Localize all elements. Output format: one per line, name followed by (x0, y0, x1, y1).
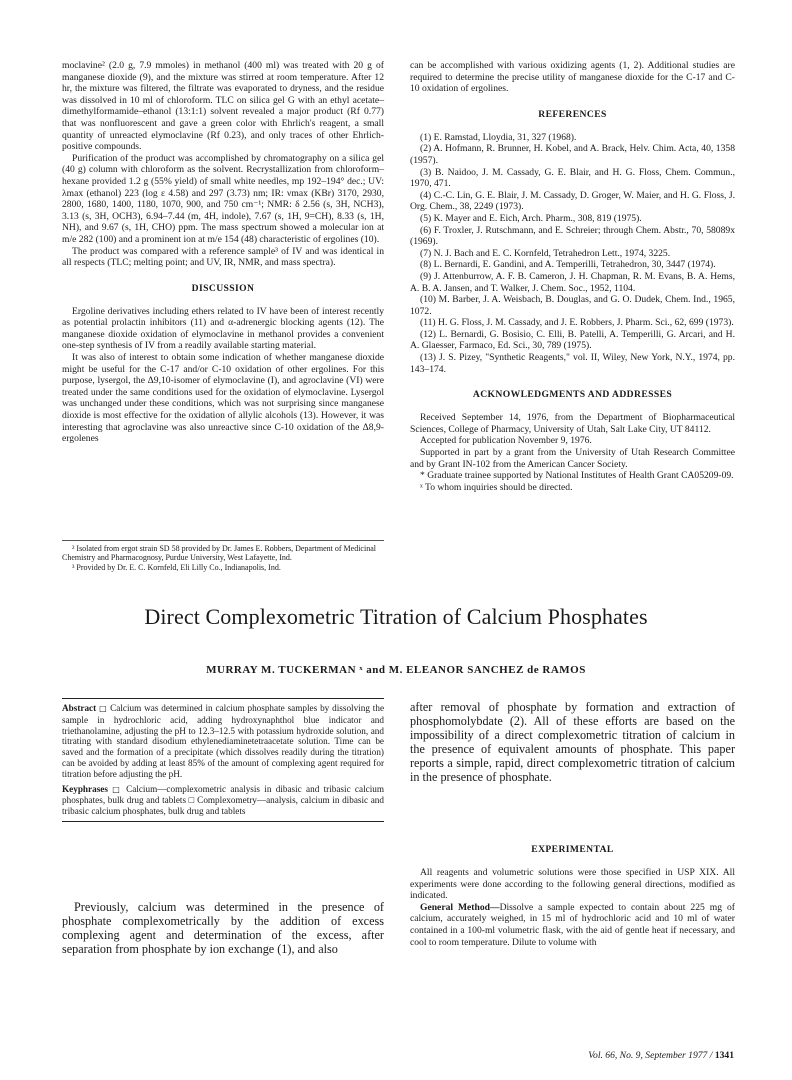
reference-item: (4) C.-C. Lin, G. E. Blair, J. M. Cassady, D. Groger, W. Maier, and H. G. Floss, J. Org. Chem., 38, 2249 (1973). (410, 189, 735, 213)
paragraph: Purification of the product was accomplished by chromatography on a silica gel (40 g) column with chloroform as the solvent. Recrystallization from chloroform–hexane provided 1.2 g (55% yield) of small white needles, mp 192–194° dec.; UV: λmax (ethanol) 223 (log ε 4.58) and 297 (3.73) nm; IR: νmax (KBr) 3170, 2930, 2800, 1680, 1400, 1180, 1070, 900, and 750 cm⁻¹; NMR: δ 2.56 (s, 3H, NCH3), 3.13 (s, 3H, OCH3), 6.94–7.44 (m, 4H, indole), 7.67 (s, 1H, 9=CH), 8.33 (s, 1H, NH), and 9.67 (s, 1H, CHO) ppm. The mass spectrum showed a molecular ion at m/e 282 (100) and a prominent ion at m/e 154 (48) characteristic of ergolines (10). (62, 152, 384, 245)
box-icon: □ (99, 704, 108, 713)
paragraph (410, 902, 735, 948)
abstract-box (62, 698, 384, 822)
section-heading-references: REFERENCES (538, 108, 607, 120)
keyphrases-text: Calcium—complexometric analysis in dibasic and tribasic calcium phosphates, bulk drug and tablets □ Complexometry—analysis, calcium in dibasic and tribasic calcium phosphates, bulk drug and tablets (62, 783, 385, 817)
section-heading-experimental: EXPERIMENTAL (531, 844, 614, 855)
page-footer (588, 1050, 734, 1061)
abstract-label: Abstract (62, 703, 97, 713)
abstract-text: Calcium was determined in calcium phosphate samples by dissolving the sample in hydrochloric acid, adding hydroxynaphthol blue indicator and triethanolamine, adjusting the pH to 12.3–12.5 with potassium hydroxide solution, and titrating with standard disodium ethylenediaminetetraacetate solution. Time can be saved and the formation of a precipitate (which dissolves readily during the titration) can be avoided by adding at least 85% of the amount of complexing agent required for titration before adjusting the pH. (62, 703, 385, 779)
footnote: ³ Provided by Dr. E. C. Kornfeld, Eli Lilly Co., Indianapolis, Ind. (72, 562, 281, 572)
intro-paragraph: Previously, calcium was determined in the presence of phosphate complexometrically by the addition of excess complexing agent and determination of the excess, after separation from phosphate by ion exchange (1), and also (62, 900, 384, 956)
keyphrases (62, 784, 384, 817)
reference-item: (6) F. Troxler, J. Rutschmann, and E. Schreier; through Chem. Abstr., 70, 58089x (1969). (410, 224, 735, 248)
footnotes (62, 540, 384, 572)
keyphrases-label: Keyphrases (62, 783, 108, 794)
intro-left (62, 900, 384, 956)
reference-item: (3) B. Naidoo, J. M. Cassady, G. E. Blair, and H. G. Floss, Chem. Commun., 1970, 471. (410, 166, 735, 190)
paragraph: Ergoline derivatives including ethers related to IV have been of interest recently as potential prolactin inhibitors (11) and α-adrenergic blocking agents (12). The manganese dioxide oxidation of elymoclavine in methanol provides a convenient one-step synthesis of IV from a readily available starting material. (62, 305, 384, 352)
article-authors: MURRAY M. TUCKERMAN ˣ and M. ELEANOR SANCHEZ de RAMOS (206, 664, 586, 676)
reference-item: (11) H. G. Floss, J. M. Cassady, and J. E. Robbers, J. Pharm. Sci., 62, 699 (1973). (420, 317, 734, 329)
experimental-section (410, 830, 735, 948)
reference-item: (10) M. Barber, J. A. Weisbach, B. Douglas, and G. O. Dudek, Chem. Ind., 1965, 1072. (410, 294, 735, 317)
paragraph: moclavine² (2.0 g, 7.9 mmoles) in methanol (400 ml) was treated with 20 g of manganese dioxide (9), and the mixture was stirred at room temperature. After 12 hr, the mixture was filtered, the filtrate was evaporated to dryness, and the residue was dissolved in 10 ml of chloroform. TLC on silica gel G with an ethyl acetate–dimethylformamide–ethanol (13:1:1) solvent revealed a major product (Rf 0.77) that was nonfluorescent and gave a green color with Ehrlich's reagent, a small quantity of unreacted elymoclavine (Rf 0.23), and only traces of other Ehrlich-positive compounds. (62, 60, 384, 153)
ack-paragraph: ˣ To whom inquiries should be directed. (420, 481, 573, 493)
method-label: General Method— (420, 901, 500, 913)
box-icon: □ (112, 784, 122, 794)
right-column (410, 60, 735, 493)
paragraph: It was also of interest to obtain some indication of whether manganese dioxide might be useful for the C-17 and/or C-10 oxidation of other ergolines. For this purpose, lysergol, the Δ9,10-isomer of elymoclavine (I), and agroclavine (VI) were treated under the same conditions used for the oxidation of elymoclavine. Lysergol was unchanged under these conditions, which was not surprising since manganese dioxide is most effective for the oxidation of allylic alcohols (13). However, it was interesting that agroclavine was also unreactive since C-10 oxidation of the Δ8,9-ergolenes (62, 352, 384, 445)
reference-item: (9) J. Attenburrow, A. F. B. Cameron, J. H. Chapman, R. M. Evans, B. A. Hems, A. B. A. Jansen, and T. Walker, J. Chem. Soc., 1952, 1104. (410, 270, 735, 294)
section-heading-discussion: DISCUSSION (191, 282, 255, 294)
article-title: Direct Complexometric Titration of Calcium Phosphates (144, 604, 648, 629)
reference-item: (2) A. Hofmann, R. Brunner, H. Kobel, and A. Brack, Helv. Chim. Acta, 40, 1358 (1957). (410, 143, 735, 166)
intro-right (410, 700, 735, 784)
reference-item: (8) L. Bernardi, E. Gandini, and A. Temperilli, Tetrahedron, 30, 3447 (1974). (420, 259, 716, 271)
section-heading-acknowledgments: ACKNOWLEDGMENTS AND ADDRESSES (472, 389, 673, 401)
method-text: Dissolve a sample expected to contain about 225 mg of calcium, accurately weighed, in 15 ml of hydrochloric acid and 10 ml of water contained in a 100-ml volumetric flask, with the aid of gentle heat if necessary, and cool to room temperature. Dilute to volume with (410, 901, 735, 948)
reference-item: (7) N. J. Bach and E. C. Kornfeld, Tetrahedron Lett., 1974, 3225. (420, 247, 671, 259)
ack-paragraph: Accepted for publication November 9, 1976. (420, 435, 592, 447)
journal-citation: Vol. 66, No. 9, September 1977 / (588, 1050, 715, 1061)
ack-paragraph: Supported in part by a grant from the University of Utah Research Committee and by Grant IN-102 from the American Cancer Society. (410, 447, 735, 470)
ack-paragraph: Received September 14, 1976, from the Department of Biopharmaceutical Sciences, College of Pharmacy, University of Utah, Salt Lake City, UT 84112. (410, 412, 735, 435)
intro-paragraph: after removal of phosphate by formation and extraction of phosphomolybdate (2). All of these efforts are based on the impossibility of a direct complexometric titration of calcium in the presence of equivalent amounts of phosphate. This paper reports a simple, rapid, direct complexometric titration of calcium in the presence of phosphate. (410, 700, 735, 784)
reference-item: (12) L. Bernardi, G. Bosisio, C. Elli, B. Patelli, A. Temperilli, G. Arcari, and H. A. Glaesser, Farmaco, Ed. Sci., 30, 789 (1975). (410, 328, 735, 352)
left-column (62, 60, 384, 445)
reference-item: (5) K. Mayer and E. Eich, Arch. Pharm., 308, 819 (1975). (420, 212, 642, 224)
abstract (62, 703, 384, 780)
footnote: ² Isolated from ergot strain SD 58 provided by Dr. James E. Robbers, Department of Medicinal Chemistry and Pharmacognosy, Purdue University, West Lafayette, Ind. (62, 544, 376, 563)
divider (62, 821, 384, 822)
reference-item: (13) J. S. Pizey, "Synthetic Reagents," vol. II, Wiley, New York, N.Y., 1974, pp. 143–174. (410, 352, 735, 375)
page-number: 1341 (714, 1050, 734, 1061)
paragraph: The product was compared with a reference sample³ of IV and was identical in all respects (TLC; melting point; and UV, IR, NMR, and mass spectra). (62, 245, 384, 269)
ack-paragraph: * Graduate trainee supported by National Institutes of Health Grant CA05209-09. (420, 470, 734, 482)
divider (62, 698, 384, 699)
paragraph: can be accomplished with various oxidizing agents (1, 2). Additional studies are required to determine the precise utility of manganese dioxide for the C-17 and C-10 oxidation of ergolines. (410, 60, 735, 95)
reference-item: (1) E. Ramstad, Lloydia, 31, 327 (1968). (420, 131, 577, 143)
paragraph: All reagents and volumetric solutions were those specified in USP XIX. All experiments were done according to the following general directions, modified as indicated. (410, 867, 735, 902)
reference-list (410, 132, 735, 375)
